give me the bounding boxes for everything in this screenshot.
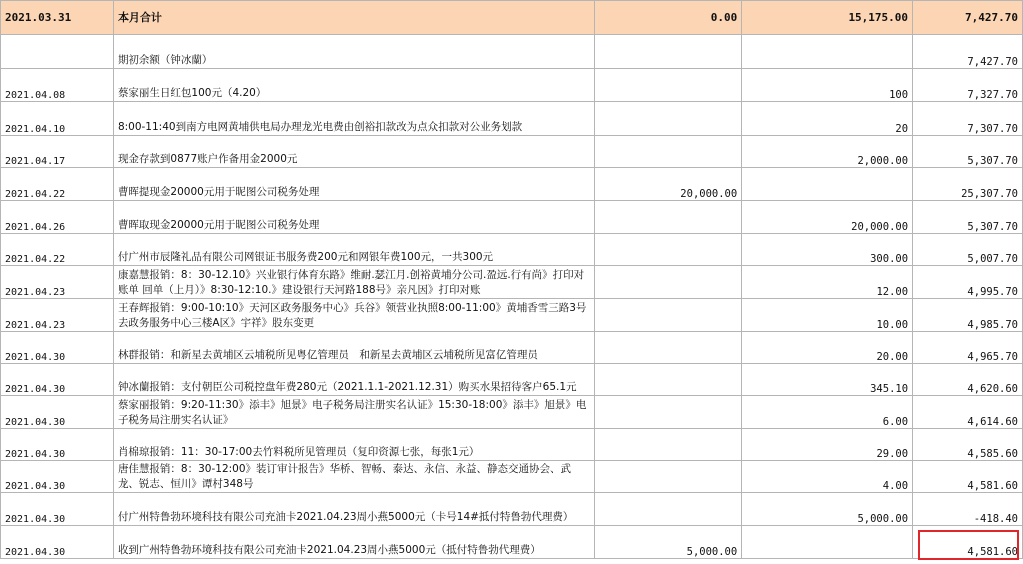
ledger-row	[1, 136, 1023, 168]
balance-cell[interactable]: 4,965.70	[913, 332, 1023, 364]
credit-cell[interactable]: 20	[742, 102, 913, 136]
balance-cell[interactable]: 5,007.70	[913, 234, 1023, 266]
debit-cell[interactable]	[595, 234, 742, 266]
balance-cell[interactable]: 4,985.70	[913, 299, 1023, 332]
description-cell[interactable]: 唐佳慧报销：8：30-12:00》装订审计报告》华桥、智畅、泰达、永信、永益、静态交通协会、武龙、锐志、恒川》谭村348号	[113, 461, 594, 493]
description-cell[interactable]: 林群报销：和新星去黄埔区云埔税所见粤亿管理员 和新星去黄埔区云埔税所见富亿管理员	[113, 332, 594, 364]
description-cell[interactable]: 蔡家丽生日红包100元（4.20）	[113, 69, 594, 102]
debit-cell[interactable]: 5,000.00	[595, 526, 742, 559]
balance-cell[interactable]: 7,307.70	[913, 102, 1023, 136]
credit-cell[interactable]	[742, 168, 913, 201]
summary-credit-cell[interactable]: 15,175.00	[742, 1, 913, 35]
date-cell[interactable]: 2021.04.30	[1, 493, 114, 526]
date-cell[interactable]: 2021.04.22	[1, 234, 114, 266]
description-cell[interactable]: 现金存款到0877账户作备用金2000元	[113, 136, 594, 168]
date-cell[interactable]: 2021.04.10	[1, 102, 114, 136]
balance-cell[interactable]: 4,585.60	[913, 429, 1023, 461]
ledger-row	[1, 461, 1023, 493]
credit-cell[interactable]: 20.00	[742, 332, 913, 364]
description-cell[interactable]: 8:00-11:40到南方电网黄埔供电局办理龙光电费由创裕扣款改为点众扣款对公业务划款	[113, 102, 594, 136]
credit-cell[interactable]: 29.00	[742, 429, 913, 461]
summary-balance-cell[interactable]: 7,427.70	[913, 1, 1023, 35]
debit-cell[interactable]	[595, 396, 742, 429]
credit-cell[interactable]	[742, 35, 913, 69]
summary-date-cell[interactable]: 2021.03.31	[1, 1, 114, 35]
date-cell[interactable]: 2021.04.30	[1, 429, 114, 461]
balance-cell[interactable]: -418.40	[913, 493, 1023, 526]
debit-cell[interactable]	[595, 136, 742, 168]
credit-cell[interactable]: 20,000.00	[742, 201, 913, 234]
date-cell[interactable]: 2021.04.08	[1, 69, 114, 102]
debit-cell[interactable]	[595, 266, 742, 299]
balance-cell[interactable]: 5,307.70	[913, 201, 1023, 234]
date-cell[interactable]	[1, 35, 114, 69]
debit-cell[interactable]	[595, 35, 742, 69]
credit-cell[interactable]: 4.00	[742, 461, 913, 493]
balance-cell[interactable]: 4,620.60	[913, 364, 1023, 396]
ledger-row	[1, 332, 1023, 364]
balance-cell[interactable]: 7,427.70	[913, 35, 1023, 69]
description-cell[interactable]: 期初余额（钟冰蘭）	[113, 35, 594, 69]
debit-cell[interactable]	[595, 364, 742, 396]
debit-cell[interactable]	[595, 201, 742, 234]
ledger-row	[1, 201, 1023, 234]
debit-cell[interactable]	[595, 429, 742, 461]
balance-cell[interactable]: 4,995.70	[913, 266, 1023, 299]
date-cell[interactable]: 2021.04.23	[1, 299, 114, 332]
ledger-row	[1, 35, 1023, 69]
debit-cell[interactable]	[595, 493, 742, 526]
ledger-row	[1, 234, 1023, 266]
balance-cell[interactable]: 7,327.70	[913, 69, 1023, 102]
debit-cell[interactable]	[595, 299, 742, 332]
description-cell[interactable]: 钟冰蘭报销：支付朝臣公司税控盘年费280元（2021.1.1-2021.12.31）购买水果招待客户65.1元	[113, 364, 594, 396]
description-cell[interactable]: 康嘉慧报销：8：30-12.10》兴业银行体育东路》维耐.瑟江月.创裕黄埔分公司.盈远.行有尚》打印对账单 回单（上月）》8:30-12:10.》建设银行天河路188号》亲凡因》打印对账	[113, 266, 594, 299]
description-cell[interactable]: 肖棉琼报销：11：30-17:00去竹料税所见管理员（复印资源七张，每张1元）	[113, 429, 594, 461]
credit-cell[interactable]: 345.10	[742, 364, 913, 396]
balance-cell[interactable]: 4,581.60	[913, 526, 1023, 559]
debit-cell[interactable]	[595, 461, 742, 493]
ledger-row	[1, 493, 1023, 526]
debit-cell[interactable]	[595, 102, 742, 136]
date-cell[interactable]: 2021.04.30	[1, 461, 114, 493]
date-cell[interactable]: 2021.04.26	[1, 201, 114, 234]
balance-cell[interactable]: 5,307.70	[913, 136, 1023, 168]
ledger-row	[1, 526, 1023, 559]
balance-cell[interactable]: 4,614.60	[913, 396, 1023, 429]
credit-cell[interactable]: 5,000.00	[742, 493, 913, 526]
credit-cell[interactable]: 12.00	[742, 266, 913, 299]
ledger-row	[1, 102, 1023, 136]
date-cell[interactable]: 2021.04.17	[1, 136, 114, 168]
summary-row	[1, 1, 1023, 35]
ledger-row	[1, 266, 1023, 299]
date-cell[interactable]: 2021.04.30	[1, 364, 114, 396]
debit-cell[interactable]: 20,000.00	[595, 168, 742, 201]
ledger-row	[1, 168, 1023, 201]
description-cell[interactable]: 付广州市辰隆礼品有限公司网银证书服务费200元和网银年费100元，一共300元	[113, 234, 594, 266]
debit-cell[interactable]	[595, 69, 742, 102]
ledger-row	[1, 69, 1023, 102]
date-cell[interactable]: 2021.04.30	[1, 332, 114, 364]
ledger-row	[1, 299, 1023, 332]
description-cell[interactable]: 王春辉报销：9:00-10:10》天河区政务服务中心》兵谷》领营业执照8:00-11:00》黄埔香雪三路3号去政务服务中心三楼A区》宇祥》股东变更	[113, 299, 594, 332]
description-cell[interactable]: 曹晖取现金20000元用于昵图公司税务处理	[113, 201, 594, 234]
ledger-row	[1, 364, 1023, 396]
description-cell[interactable]: 蔡家丽报销：9:20-11:30》添丰》旭景》电子税务局注册实名认证》15:30-18:00》添丰》旭景》电子税务局注册实名认证》	[113, 396, 594, 429]
summary-debit-cell[interactable]: 0.00	[595, 1, 742, 35]
date-cell[interactable]: 2021.04.30	[1, 396, 114, 429]
debit-cell[interactable]	[595, 332, 742, 364]
credit-cell[interactable]: 10.00	[742, 299, 913, 332]
ledger-row	[1, 429, 1023, 461]
credit-cell[interactable]	[742, 526, 913, 559]
credit-cell[interactable]: 100	[742, 69, 913, 102]
date-cell[interactable]: 2021.04.22	[1, 168, 114, 201]
credit-cell[interactable]: 2,000.00	[742, 136, 913, 168]
date-cell[interactable]: 2021.04.23	[1, 266, 114, 299]
description-cell[interactable]: 曹晖提现金20000元用于昵图公司税务处理	[113, 168, 594, 201]
balance-cell[interactable]: 4,581.60	[913, 461, 1023, 493]
balance-cell[interactable]: 25,307.70	[913, 168, 1023, 201]
description-cell[interactable]: 收到广州特鲁勃环境科技有限公司充油卡2021.04.23周小燕5000元（抵付特鲁勃代理费）	[113, 526, 594, 559]
credit-cell[interactable]: 300.00	[742, 234, 913, 266]
summary-label-cell[interactable]: 本月合计	[113, 1, 594, 35]
ledger-row	[1, 396, 1023, 429]
date-cell[interactable]: 2021.04.30	[1, 526, 114, 559]
credit-cell[interactable]: 6.00	[742, 396, 913, 429]
description-cell[interactable]: 付广州特鲁勃环境科技有限公司充油卡2021.04.23周小燕5000元（卡号14#抵付特鲁勃代理费）	[113, 493, 594, 526]
